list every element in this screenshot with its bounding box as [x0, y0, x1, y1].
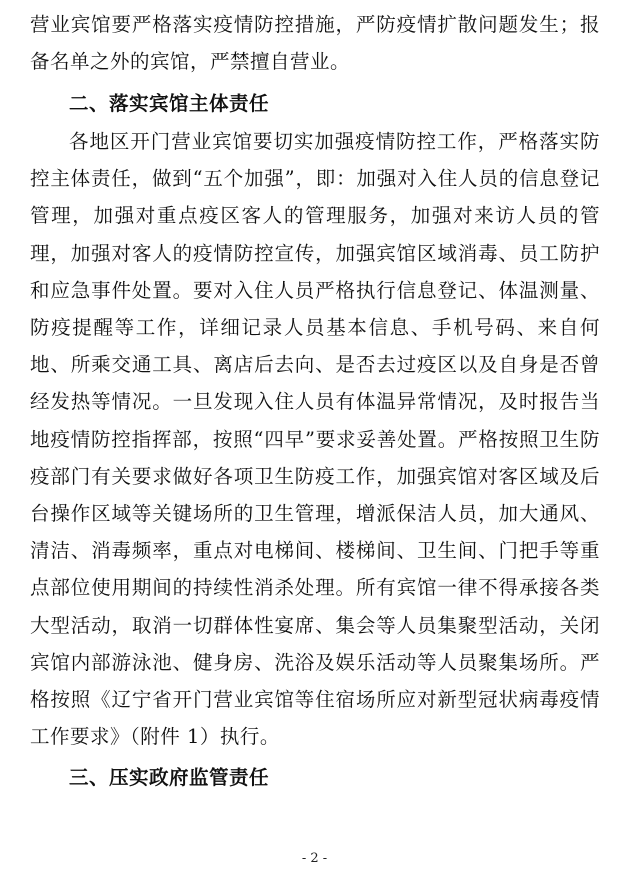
page-number: - 2 - — [301, 851, 328, 866]
continued-paragraph: 营业宾馆要严格落实疫情防控措施，严防疫情扩散问题发生；报备名单之外的宾馆，严禁擅自营业。 — [30, 13, 600, 74]
section-heading-2: 二、落实宾馆主体责任 — [69, 92, 270, 115]
section-heading-3: 三、压实政府监管责任 — [69, 766, 270, 789]
section-2-paragraph: 各地区开门营业宾馆要切实加强疫情防控工作，严格落实防控主体责任，做到“五个加强”，即：加强对入住人员的信息登记管理，加强对重点疫区客人的管理服务，加强对来访人员的管理，加强对客人的疫情防控宣传，加强宾馆区域消毒、员工防护和应急事件处置。要对入住人员严格执行信息登记、体温测量、防疫提醒等工作，详细记录人员基本信息、手机号码、来自何地、所乘交通工具、离店后去向、是否去过疫区以及自身是否曾经发热等情况。一旦发现入住人员有体温异常情况，及时报告当地疫情防控指挥部，按照“四早”要求妥善处置。严格按照卫生防疫部门有关要求做好各项卫生防疫工作，加强宾馆对客区域及后台操作区域等关键场所的卫生管理，增派保洁人员，加大通风、清洁、消毒频率，重点对电梯间、楼梯间、卫生间、门把手等重点部位使用期间的持续性消杀处理。所有宾馆一律不得承接各类大型活动，取消一切群体性宴席、集会等人员集聚型活动，关闭宾馆内部游泳池、健身房、洗浴及娱乐活动等人员聚集场所。严格按照《辽宁省开门营业宾馆等住宿场所应对新型冠状病毒疫情工作要求》（附件 1）执行。 — [30, 130, 600, 749]
